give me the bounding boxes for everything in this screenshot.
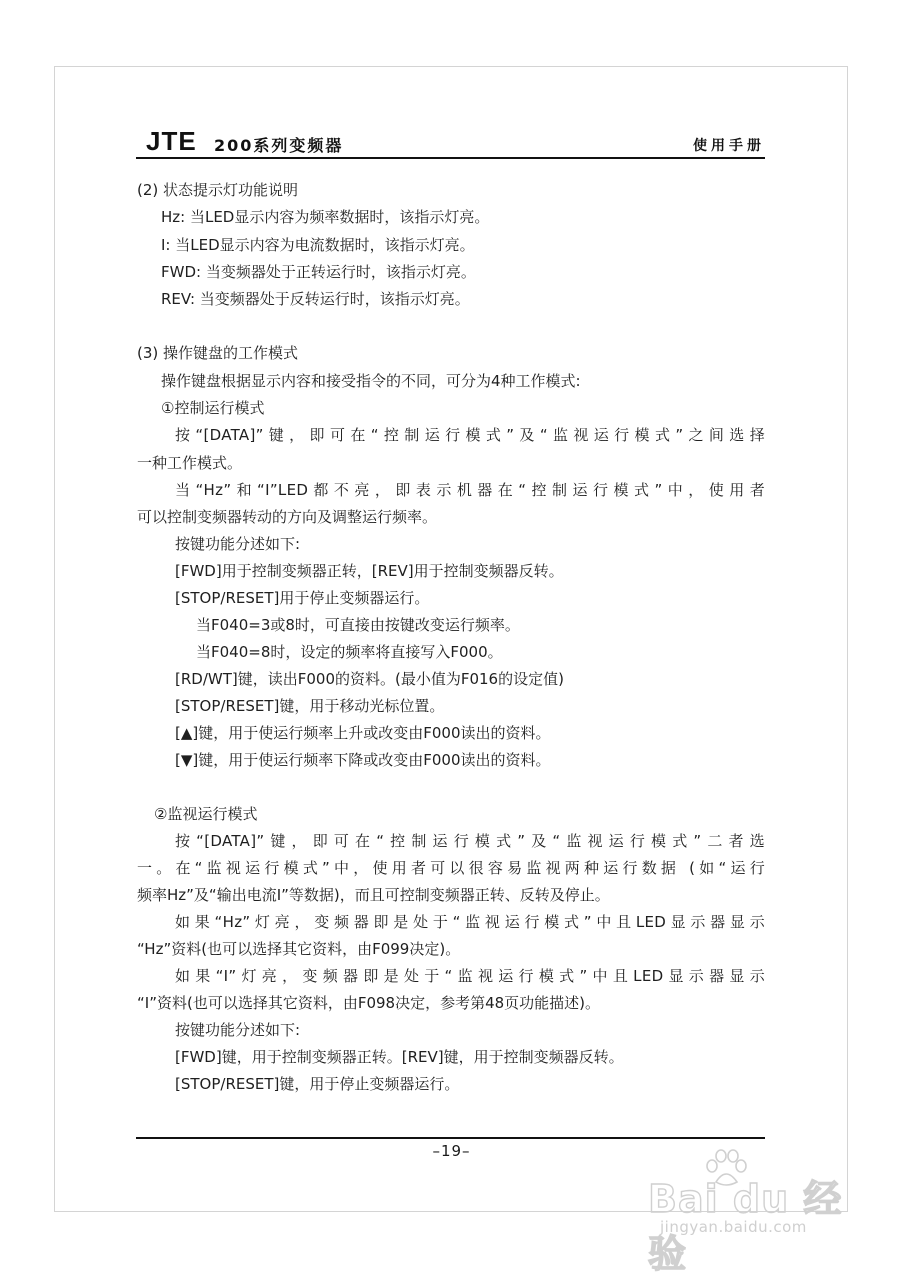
paragraph-line: [FWD]键，用于控制变频器正转。[REV]键，用于控制变频器反转。 — [175, 1048, 624, 1066]
section-heading: (2) 状态提示灯功能说明 — [137, 181, 299, 199]
paragraph-line: [FWD]用于控制变频器正转，[REV]用于控制变频器反转。 — [175, 562, 564, 580]
paragraph-line: [▲]键，用于使运行频率上升或改变由F000读出的资料。 — [175, 724, 551, 742]
paragraph-line: 当“Hz”和“I”LED都不亮，即表示机器在“控制运行模式”中，使用者 — [175, 481, 765, 499]
page-number: –19– — [432, 1142, 471, 1160]
paragraph-line: REV: 当变频器处于反转运行时，该指示灯亮。 — [161, 290, 470, 308]
paragraph-line: 当F040=3或8时，可直接由按键改变运行频率。 — [196, 616, 520, 634]
paragraph-line: “I”资料(也可以选择其它资料，由F098决定，参考第48页功能描述)。 — [137, 994, 601, 1012]
paragraph-line: 如果“Hz”灯亮，变频器即是处于“监视运行模式”中且LED显示器显示 — [175, 913, 765, 931]
paragraph-line: [RD/WT]键，读出F000的资料。(最小值为F016的设定值) — [175, 670, 564, 688]
section-heading: (3) 操作键盘的工作模式 — [137, 344, 299, 362]
watermark-logo: Bai du 经验 — [648, 1177, 843, 1276]
paragraph-line: 按“[DATA]”键，即可在“控制运行模式”及“监视运行模式”二者选 — [175, 832, 765, 850]
footer-divider — [136, 1137, 765, 1139]
series-title: 200系列变频器 — [214, 136, 344, 155]
paragraph-line: 如果“I”灯亮，变频器即是处于“监视运行模式”中且LED显示器显示 — [175, 967, 765, 985]
paragraph-line: 按“[DATA]”键，即可在“控制运行模式”及“监视运行模式”之间选择 — [175, 426, 765, 444]
brand-logo: JTE — [146, 126, 197, 156]
paragraph-line: [STOP/RESET]用于停止变频器运行。 — [175, 589, 430, 607]
paragraph-line: [STOP/RESET]键，用于移动光标位置。 — [175, 697, 445, 715]
manual-label: 使用手册 — [693, 138, 765, 154]
paragraph-line: 一。在“监视运行模式”中，使用者可以很容易监视两种运行数据 (如“运行 — [137, 859, 765, 877]
paragraph-line: 按键功能分述如下: — [175, 1021, 301, 1039]
paragraph-line: Hz: 当LED显示内容为频率数据时，该指示灯亮。 — [161, 208, 490, 226]
paragraph-line: 一种工作模式。 — [137, 454, 243, 472]
paragraph-line: [▼]键，用于使运行频率下降或改变由F000读出的资料。 — [175, 751, 551, 769]
paragraph-line: 当F040=8时，设定的频率将直接写入F000。 — [196, 643, 503, 661]
paragraph-line: [STOP/RESET]键，用于停止变频器运行。 — [175, 1075, 460, 1093]
header-divider — [136, 157, 765, 159]
paragraph-line: 可以控制变频器转动的方向及调整运行频率。 — [137, 508, 438, 526]
paragraph-line: 操作键盘根据显示内容和接受指令的不同，可分为4种工作模式: — [161, 372, 581, 390]
watermark-url: jingyan.baidu.com — [660, 1218, 807, 1236]
baidu-watermark — [640, 1142, 860, 1276]
paragraph-line: 按键功能分述如下: — [175, 535, 301, 553]
paragraph-line: “Hz”资料(也可以选择其它资料，由F099决定)。 — [137, 940, 461, 958]
paragraph-line: FWD: 当变频器处于正转运行时，该指示灯亮。 — [161, 263, 476, 281]
paragraph-line: 频率Hz”及“输出电流I”等数据)，而且可控制变频器正转、反转及停止。 — [137, 886, 610, 904]
subsection-heading: ①控制运行模式 — [161, 399, 265, 417]
subsection-heading: ②监视运行模式 — [154, 805, 258, 823]
paragraph-line: I: 当LED显示内容为电流数据时，该指示灯亮。 — [161, 236, 475, 254]
